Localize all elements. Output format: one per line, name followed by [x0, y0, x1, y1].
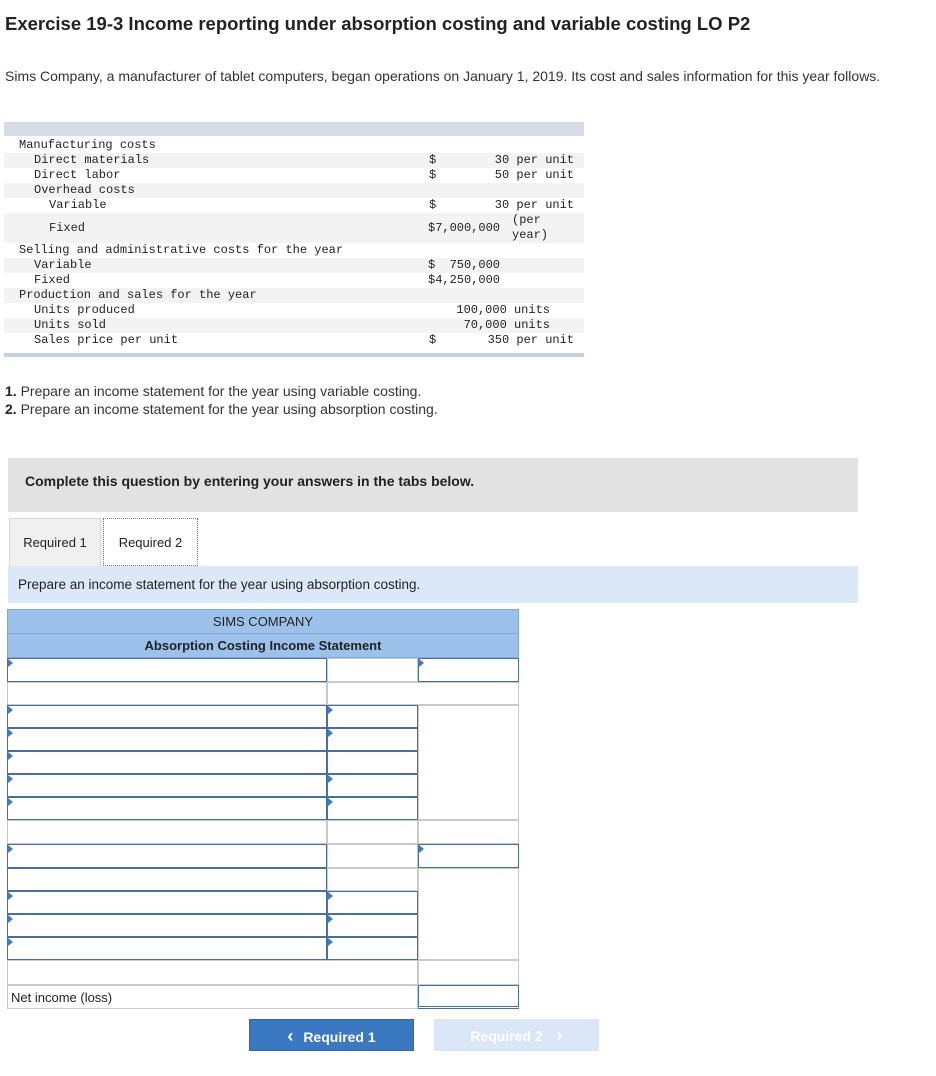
empty-cell: [327, 868, 418, 891]
empty-cell: [7, 960, 418, 985]
tab-prompt: [8, 566, 858, 603]
row-label: Manufacturing costs: [19, 138, 156, 152]
amount-input[interactable]: [327, 774, 418, 797]
row-label: Units produced: [34, 303, 135, 317]
dropdown-marker-icon: [8, 938, 13, 946]
amount-input[interactable]: [327, 914, 418, 937]
table-row: [4, 273, 584, 288]
empty-cell: [7, 682, 327, 705]
dropdown-marker-icon: [8, 752, 13, 760]
row-value: $4,250,000: [428, 273, 501, 287]
label-input[interactable]: [7, 844, 327, 868]
row-value: 50 per unit: [494, 168, 574, 182]
row-label: Direct materials: [34, 153, 150, 167]
row-label: Fixed: [49, 221, 86, 235]
dropdown-marker-icon: [328, 892, 333, 900]
row-label: Selling and administrative costs for the year: [19, 243, 344, 257]
instruction-number: 1.: [5, 383, 17, 399]
amount-input[interactable]: [327, 728, 418, 751]
table-row: [4, 198, 584, 213]
instruction-1: [5, 382, 438, 400]
dropdown-marker-icon: [328, 706, 333, 714]
row-label: Sales price per unit: [34, 333, 179, 347]
row-value: 30 per unit: [494, 153, 574, 167]
label-input[interactable]: [7, 868, 327, 891]
dropdown-marker-icon: [419, 659, 424, 667]
dropdown-marker-icon: [328, 915, 333, 923]
empty-cell: [327, 682, 519, 705]
dropdown-marker-icon: [8, 775, 13, 783]
tab-required-1[interactable]: Required 1: [9, 518, 101, 566]
cost-data-table: [4, 122, 584, 358]
amount-input[interactable]: [327, 937, 418, 960]
row-label: Production and sales for the year: [19, 288, 257, 302]
row-value: 30 per unit: [494, 198, 574, 212]
table-row: [4, 168, 584, 183]
exercise-title: Exercise 19-3 Income reporting under absorption costing and variable costing LO P2: [5, 13, 751, 34]
table-bottom-bar: [4, 353, 584, 357]
banner-text: Complete this question by entering your answers in the tabs below.: [25, 473, 475, 489]
empty-cell: [418, 705, 519, 820]
dollar-sign: $: [429, 153, 437, 167]
dropdown-marker-icon: [328, 938, 333, 946]
table-row: [4, 243, 584, 258]
net-income-input[interactable]: [418, 985, 519, 1009]
row-label: Variable: [49, 198, 107, 212]
dropdown-marker-icon: [8, 729, 13, 737]
instructions: [5, 382, 438, 418]
net-income-label: Net income (loss): [11, 990, 113, 1005]
label-input[interactable]: [7, 774, 327, 797]
instruction-2: [5, 400, 438, 418]
dropdown-marker-icon: [328, 798, 333, 806]
amount-input[interactable]: [418, 844, 519, 868]
dropdown-marker-icon: [419, 845, 424, 853]
label-input[interactable]: [7, 751, 327, 774]
table-row: [4, 213, 584, 243]
row-value: 70,000 units: [463, 318, 550, 332]
dollar-sign: $: [429, 198, 437, 212]
row-value: 100,000 units: [456, 303, 550, 317]
table-row: [4, 138, 584, 153]
dropdown-marker-icon: [8, 892, 13, 900]
label-input[interactable]: [7, 728, 327, 751]
chevron-left-icon: ‹: [287, 1026, 294, 1046]
dollar-sign: $: [429, 333, 437, 347]
row-label: Variable: [34, 258, 92, 272]
table-header-bar: [4, 122, 584, 136]
prev-required-1-button[interactable]: [249, 1019, 414, 1051]
table-row: [4, 318, 584, 333]
empty-cell: [7, 820, 327, 844]
row-value: 350 per unit: [487, 333, 574, 347]
label-input[interactable]: [7, 705, 327, 728]
dropdown-marker-icon: [328, 775, 333, 783]
label-input[interactable]: [7, 797, 327, 820]
empty-cell: [327, 844, 418, 868]
row-unit: year): [512, 228, 549, 242]
intro-paragraph: Sims Company, a manufacturer of tablet computers, began operations on January 1, 2019. Its cost and sales information for this year follows.: [5, 68, 881, 84]
next-button-label: Required 2: [470, 1028, 543, 1044]
dropdown-marker-icon: [8, 798, 13, 806]
company-name: SIMS COMPANY: [7, 609, 519, 634]
income-statement: [7, 609, 519, 1009]
table-row: [4, 153, 584, 168]
prev-button-label: Required 1: [303, 1029, 376, 1045]
row-label: Overhead costs: [34, 183, 135, 197]
row-value: $ 750,000: [428, 258, 501, 272]
prompt-text: Prepare an income statement for the year using absorption costing.: [18, 577, 421, 592]
instruction-text: Prepare an income statement for the year using absorption costing.: [20, 401, 438, 417]
row-label: Units sold: [34, 318, 107, 332]
amount-input[interactable]: [418, 658, 519, 682]
instruction-banner: [8, 458, 858, 512]
amount-input[interactable]: [327, 797, 418, 820]
table-row: [4, 303, 584, 318]
statement-title: Absorption Costing Income Statement: [7, 634, 519, 658]
empty-cell: [418, 820, 519, 844]
net-income-row: [7, 985, 418, 1009]
table-row: [4, 288, 584, 303]
row-label: Fixed: [34, 273, 71, 287]
table-row: [4, 333, 584, 348]
amount-input[interactable]: [327, 705, 418, 728]
empty-cell: [418, 868, 519, 960]
empty-cell: [327, 820, 418, 844]
label-input[interactable]: [7, 937, 327, 960]
row-unit: (per: [512, 213, 541, 227]
amount-input[interactable]: [327, 751, 418, 774]
dropdown-marker-icon: [8, 915, 13, 923]
dropdown-marker-icon: [8, 659, 13, 667]
amount-input[interactable]: [327, 891, 418, 914]
instruction-text: Prepare an income statement for the year using variable costing.: [20, 383, 422, 399]
table-row: [4, 258, 584, 273]
chevron-right-icon: ›: [556, 1025, 563, 1045]
label-input[interactable]: [7, 891, 327, 914]
dropdown-marker-icon: [8, 706, 13, 714]
empty-cell: [327, 658, 418, 682]
label-input[interactable]: [7, 658, 327, 682]
instruction-number: 2.: [5, 401, 17, 417]
dropdown-marker-icon: [8, 845, 13, 853]
label-input[interactable]: [7, 914, 327, 937]
dollar-sign: $: [429, 168, 437, 182]
row-label: Direct labor: [34, 168, 121, 182]
next-required-2-button[interactable]: [434, 1019, 599, 1051]
tab-required-2[interactable]: Required 2: [103, 518, 198, 566]
empty-cell: [418, 960, 519, 985]
dropdown-marker-icon: [328, 729, 333, 737]
table-row: [4, 183, 584, 198]
row-value: $7,000,000: [428, 221, 501, 235]
